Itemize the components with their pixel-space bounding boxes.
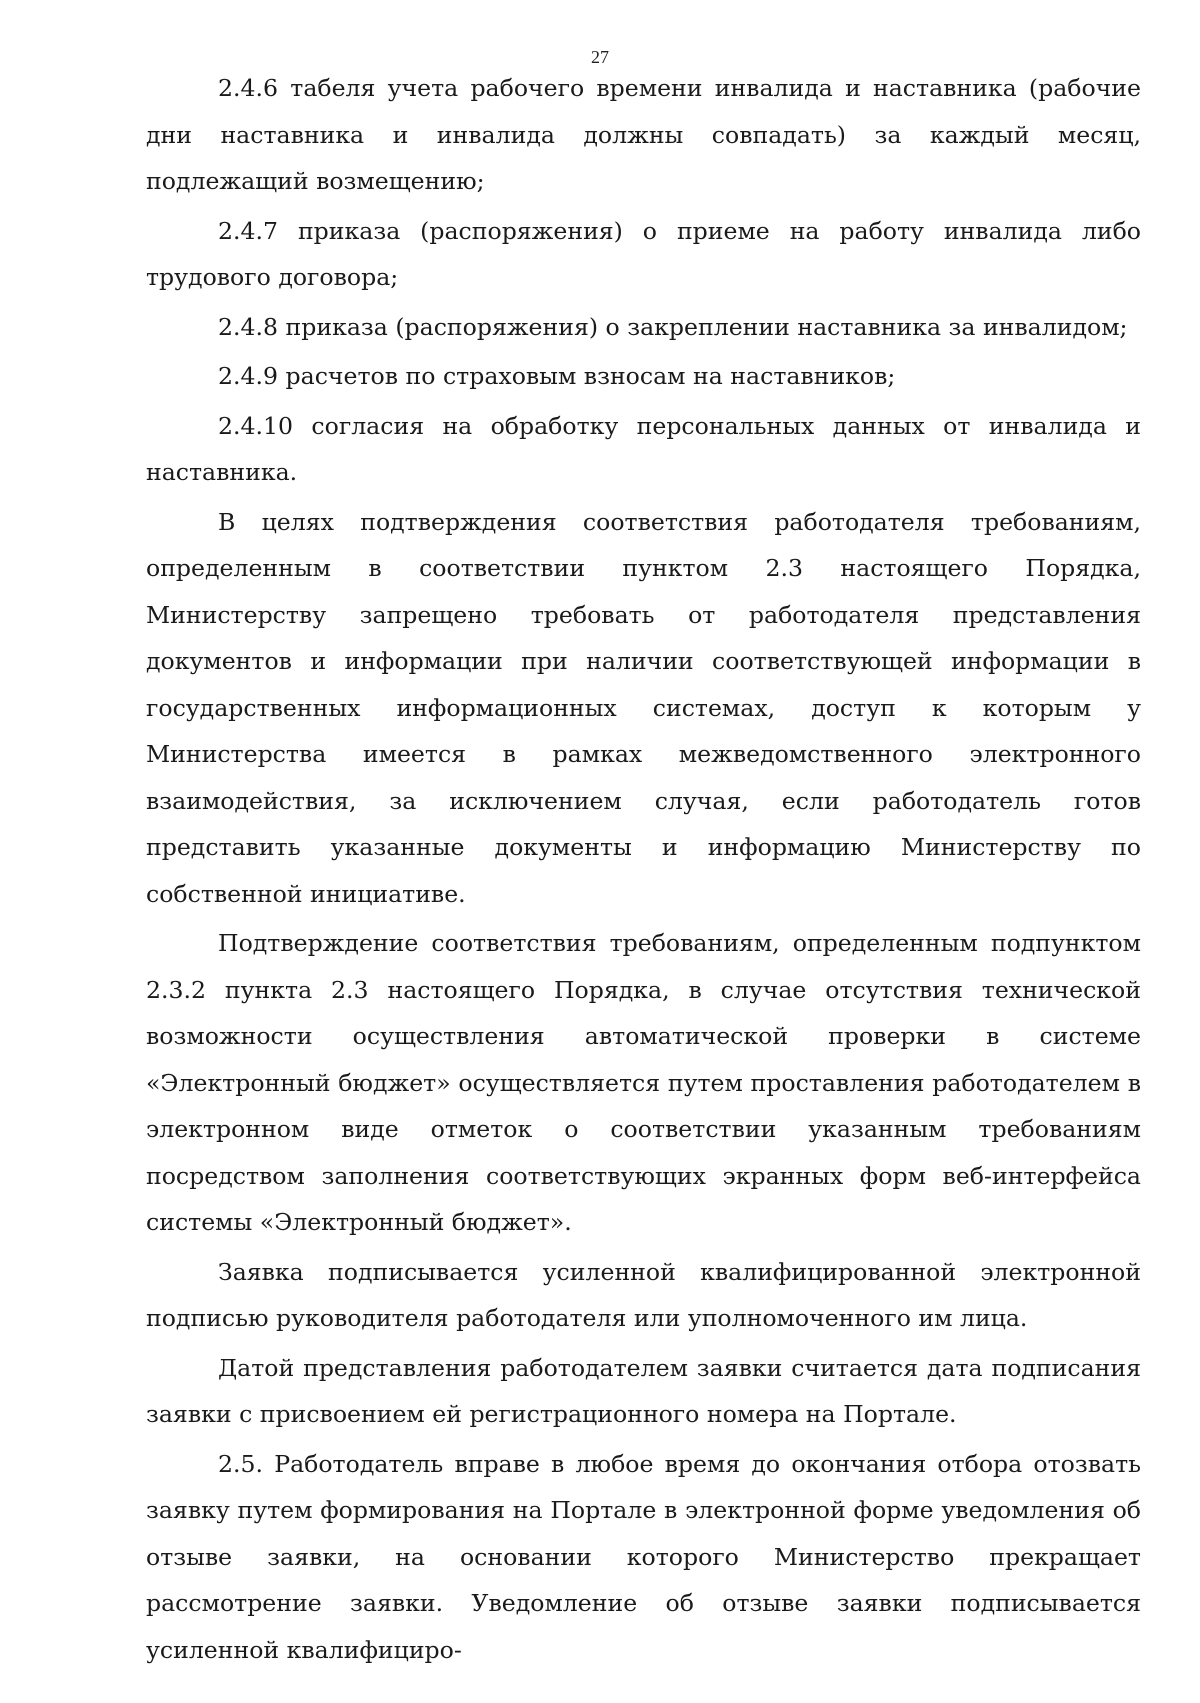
paragraph-compliance-confirmation: В целях подтверждения соответствия работодателя требованиям, определенным в соответствии пунктом 2.3 настоящего Порядка, Министерству запрещено требовать от работодателя представления документов и информации при наличии соответствующей информации в государственных информационных системах, доступ к которым у Министерства имеется в рамках межведомственного электронного взаимодействия, за исключением случая, если работодатель готов представить указанные документы и информацию Министерству по собственной инициативе. (146, 507, 1141, 908)
paragraph-2-4-7: 2.4.7 приказа (распоряжения) о приеме на работу инвалида либо трудового договора; (146, 216, 1141, 291)
paragraph-2-4-10: 2.4.10 согласия на обработку персональных данных от инвалида и наставника. (146, 411, 1141, 486)
paragraph-requirements-confirmation: Подтверждение соответствия требованиям, определенным подпунктом 2.3.2 пункта 2.3 настоящего Порядка, в случае отсутствия технической возможности осуществления автоматической проверки в системе «Электронный бюджет» осуществляется путем проставления работодателем в электронном виде отметок о соответствии указанным требованиям посредством заполнения соответствующих экранных форм веб-интерфейса системы «Электронный бюджет». (146, 929, 1141, 1236)
paragraph-2-4-6: 2.4.6 табеля учета рабочего времени инвалида и наставника (рабочие дни наставника и инвалида должны совпадать) за каждый месяц, подлежащий возмещению; (146, 74, 1141, 195)
paragraph-2-5: 2.5. Работодатель вправе в любое время до окончания отбора отозвать заявку путем формирования на Портале в электронной форме уведомления об отзыве заявки, на основании которого Министерство прекращает рассмотрение заявки. Уведомление об отзыве заявки подписывается усиленной квалифициро- (146, 1449, 1141, 1664)
document-body (146, 65, 1141, 1676)
paragraph-submission-date: Датой представления работодателем заявки считается дата подписания заявки с присвоением ей регистрационного номера на Портале. (146, 1353, 1141, 1428)
page-number: 27 (591, 47, 609, 67)
paragraph-application-signature: Заявка подписывается усиленной квалифицированной электронной подписью руководителя работодателя или уполномоченного им лица. (146, 1257, 1141, 1332)
paragraph-2-4-8: 2.4.8 приказа (распоряжения) о закреплении наставника за инвалидом; (218, 312, 1128, 341)
paragraph-2-4-9: 2.4.9 расчетов по страховым взносам на наставников; (218, 362, 896, 390)
